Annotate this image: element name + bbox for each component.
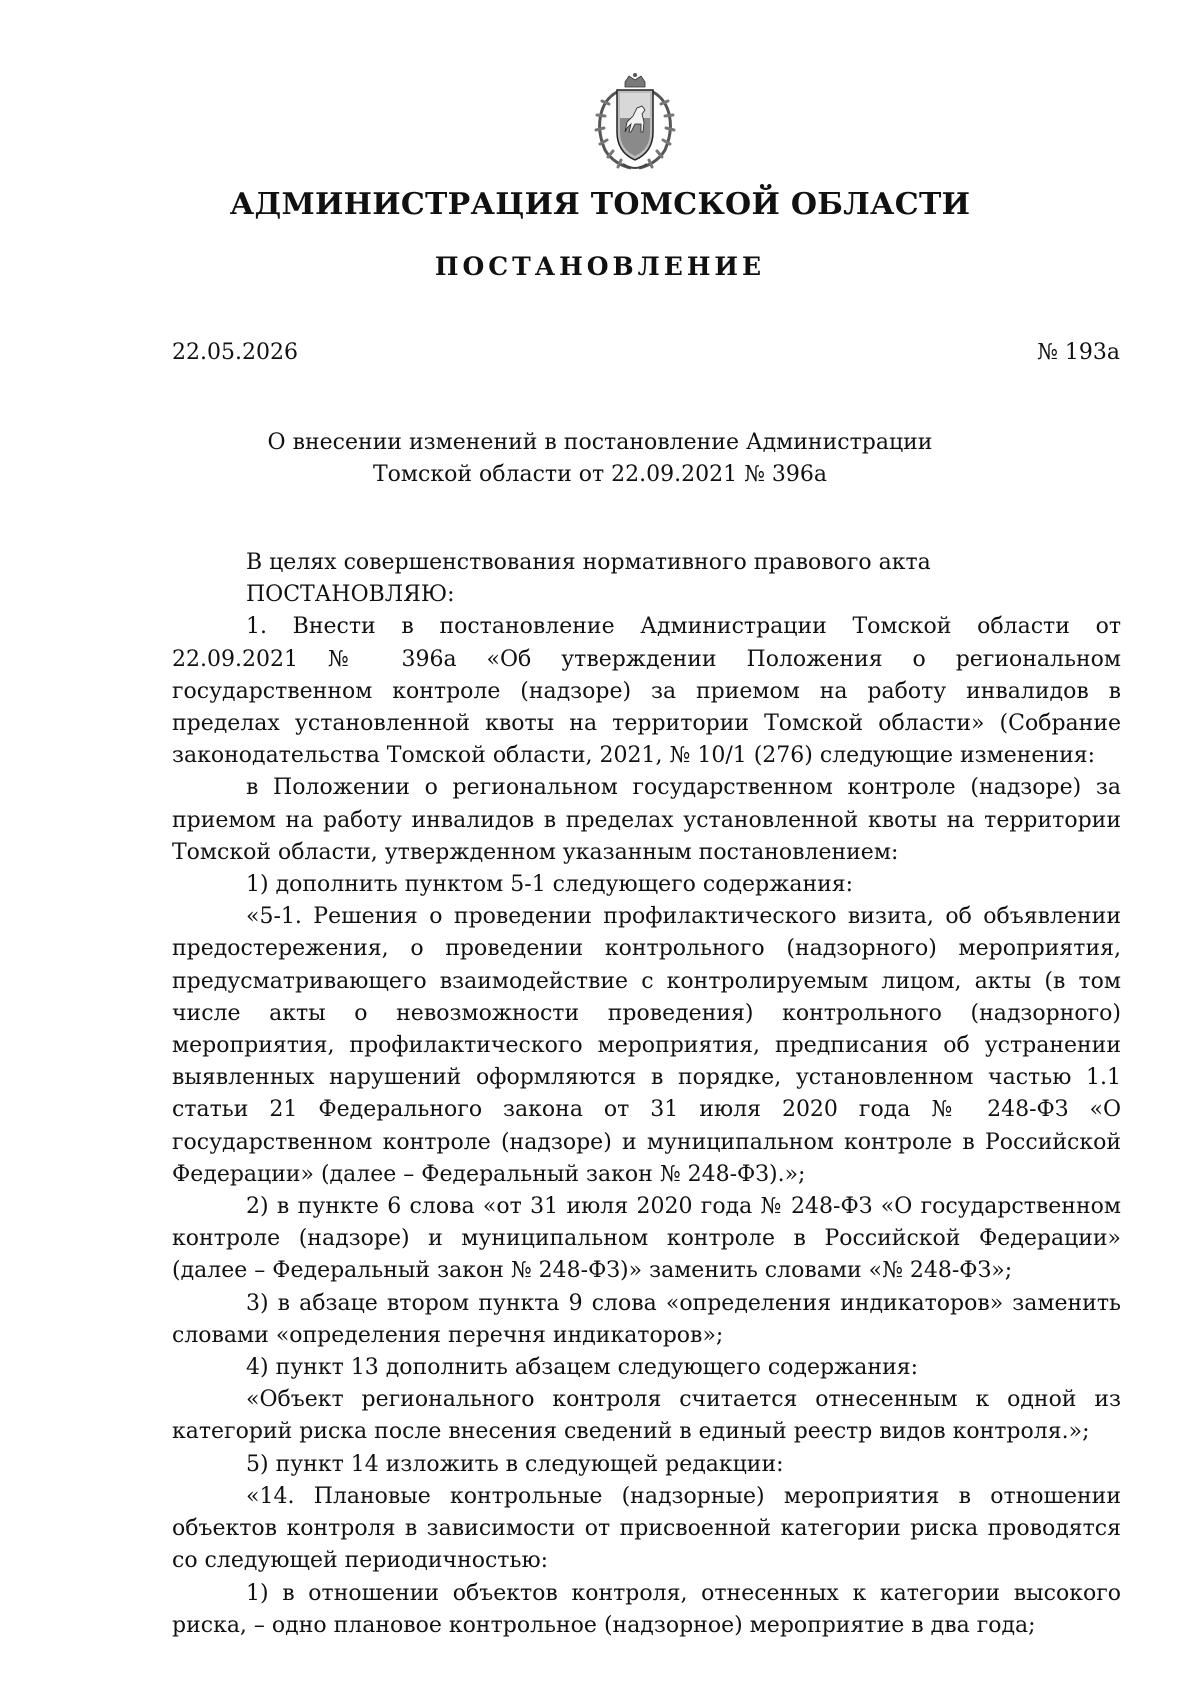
body-paragraph: ПОСТАНОВЛЯЮ: (246, 582, 455, 608)
document-type-title: ПОСТАНОВЛЕНИЕ (434, 252, 766, 281)
subject-line: О внесении изменений в постановление Администрации (267, 430, 933, 455)
subject-line: Томской области от 22.09.2021 № 396а (372, 462, 828, 487)
body-paragraph: 4) пункт 13 дополнить абзацем следующего содержания: (246, 1355, 919, 1381)
body-paragraph: 1) дополнить пунктом 5-1 следующего содержания: (246, 872, 854, 898)
body-paragraph: «5-1. Решения о проведении профилактического визита, об объявлении предостережения, о проведении контрольного (надзорного) мероприятия, предусматривающего взаимодействие с контролируемым лицом, акты (в том числе акты о невозможности проведения) контрольного (надзорного) мероприятия, профилактического мероприятия, предписания об устранении выявленных нарушений оформляются в порядке, установленном частью 1.1 статьи 21 Федерального закона от 31 июля 2020 года № 248-ФЗ «О государственном контроле (надзоре) и муниципальном контроле в Российской Федерации» (далее – Федеральный закон № 248-ФЗ).»; (172, 904, 1121, 1187)
body-paragraph: «14. Плановые контрольные (надзорные) мероприятия в отношении объектов контроля в зависимости от присвоенной категории риска проводятся со следующей периодичностью: (172, 1483, 1121, 1574)
body-paragraph: «Объект регионального контроля считается отнесенным к одной из категорий риска после внесения сведений в единый реестр видов контроля.»; (172, 1387, 1121, 1445)
body-paragraph: 5) пункт 14 изложить в следующей редакции: (246, 1451, 784, 1477)
document-number: № 193а (1037, 340, 1120, 365)
body-paragraph: 1. Внести в постановление Администрации Томской области от 22.09.2021 № 396а «Об утверждении Положения о региональном государственном контроле (надзоре) за приемом на работу инвалидов в пределах установленной квоты на территории Томской области» (Собрание законодательства Томской области, 2021, № 10/1 (276) следующие изменения: (172, 614, 1121, 769)
document-body (172, 547, 1121, 1642)
body-paragraph: в Положении о региональном государственном контроле (надзоре) за приемом на работу инвалидов в пределах установленной квоты на территории Томской области, утвержденном указанным постановлением: (172, 775, 1121, 865)
body-paragraph: В целях совершенствования нормативного правового акта (246, 550, 931, 575)
body-paragraph: 1) в отношении объектов контроля, отнесенных к категории высокого риска, – одно плановое контрольное (надзорное) мероприятие в два года; (172, 1580, 1121, 1638)
body-paragraph: 2) в пункте 6 слова «от 31 июля 2020 года № 248-ФЗ «О государственном контроле (надзоре) и муниципальном контроле в Российской Федерации» (далее – Федеральный закон № 248-ФЗ)» заменить словами «№ 248-ФЗ»; (172, 1194, 1121, 1284)
document-date: 22.05.2026 (172, 340, 298, 365)
coat-of-arms-icon (587, 72, 683, 172)
body-paragraph: 3) в абзаце втором пункта 9 слова «определения индикаторов» заменить словами «определения перечня индикаторов»; (172, 1290, 1121, 1348)
document-subject (240, 427, 960, 491)
organization-title: АДМИНИСТРАЦИЯ ТОМСКОЙ ОБЛАСТИ (229, 187, 971, 222)
